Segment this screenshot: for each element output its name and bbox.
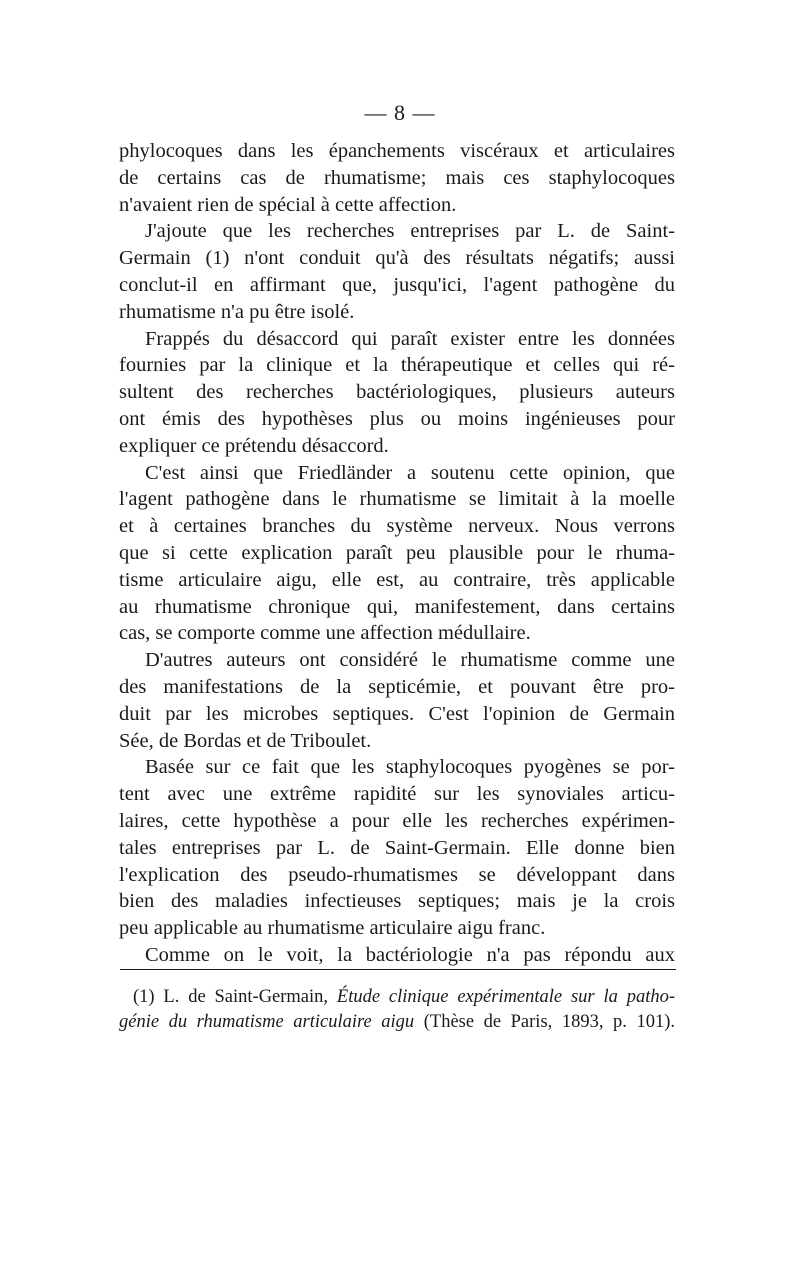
page-number: — 8 — [364, 100, 436, 125]
text-line: tisme articulaire aigu, elle est, au contraire, très applicable [119, 568, 675, 591]
text-line: tales entreprises par L. de Saint-Germain. Elle donne bien [119, 836, 675, 859]
text-line: phylocoques dans les épanchements viscéraux et articulaires [119, 140, 675, 162]
text-line: Frappés du désaccord qui paraît exister entre les données [145, 327, 675, 350]
text-line: n'avaient rien de spécial à cette affection. [119, 193, 457, 216]
text-line: expliquer ce prétendu désaccord. [119, 434, 389, 457]
text-line: rhumatisme n'a pu être isolé. [119, 300, 355, 323]
text-line: J'ajoute que les recherches entreprises par L. de Saint- [145, 220, 675, 243]
text-line: Germain (1) n'ont conduit qu'à des résultats négatifs; aussi [119, 247, 675, 270]
text-line: D'autres auteurs ont considéré le rhumatisme comme une [145, 649, 675, 672]
text-line: bien des maladies infectieuses septiques; mais je la crois [119, 890, 675, 913]
text-line: conclut-il en affirmant que, jusqu'ici, l'agent pathogène du [119, 273, 675, 296]
text-line: peu applicable au rhumatisme articulaire aigu franc. [119, 917, 546, 940]
text-line: que si cette explication paraît peu plausible pour le rhuma- [119, 541, 675, 564]
text-line: de certains cas de rhumatisme; mais ces staphylocoques [119, 166, 675, 189]
footnote-line [119, 1010, 675, 1035]
footnote-divider [120, 969, 676, 970]
text-line: l'explication des pseudo-rhumatismes se développant dans [119, 863, 675, 886]
text-line: fournies par la clinique et la thérapeutique et celles qui ré- [119, 354, 675, 377]
text-line: Sée, de Bordas et de Triboulet. [119, 729, 372, 752]
text-line: sultent des recherches bactériologiques, plusieurs auteurs [119, 381, 675, 404]
footnote-title-part: Étude clinique expérimentale sur la patho- [336, 987, 676, 1007]
text-line: au rhumatisme chronique qui, manifestement, dans certains [119, 595, 675, 618]
footnote-title-part: génie du rhumatisme articulaire aigu [119, 1012, 415, 1032]
text-line: laires, cette hypothèse a pour elle les recherches expérimen- [119, 809, 675, 832]
footnote [119, 985, 675, 1035]
text-line: tent avec une extrême rapidité sur les synoviales articu- [119, 783, 675, 806]
text-line: des manifestations de la septicémie, et pouvant être pro- [119, 675, 675, 698]
text-line: duit par les microbes septiques. C'est l'opinion de Germain [119, 702, 675, 725]
footnote-reference: (1) L. de Saint-Germain, [133, 987, 329, 1007]
footnote-source: (Thèse de Paris, 1893, p. 101). [423, 1012, 675, 1032]
text-line: et à certaines branches du système nerveux. Nous verrons [119, 515, 675, 538]
text-line: ont émis des hypothèses plus ou moins ingénieuses pour [119, 407, 675, 430]
text-line: Comme on le voit, la bactériologie n'a pas répondu aux [145, 943, 675, 966]
text-line: Basée sur ce fait que les staphylocoques pyogènes se por- [145, 756, 675, 779]
text-line: C'est ainsi que Friedländer a soutenu cette opinion, que [145, 461, 675, 484]
text-line: l'agent pathogène dans le rhumatisme se limitait à la moelle [119, 488, 675, 511]
body-text [119, 138, 675, 969]
footnote-line [119, 985, 675, 1010]
text-line: cas, se comporte comme une affection médullaire. [119, 622, 531, 645]
